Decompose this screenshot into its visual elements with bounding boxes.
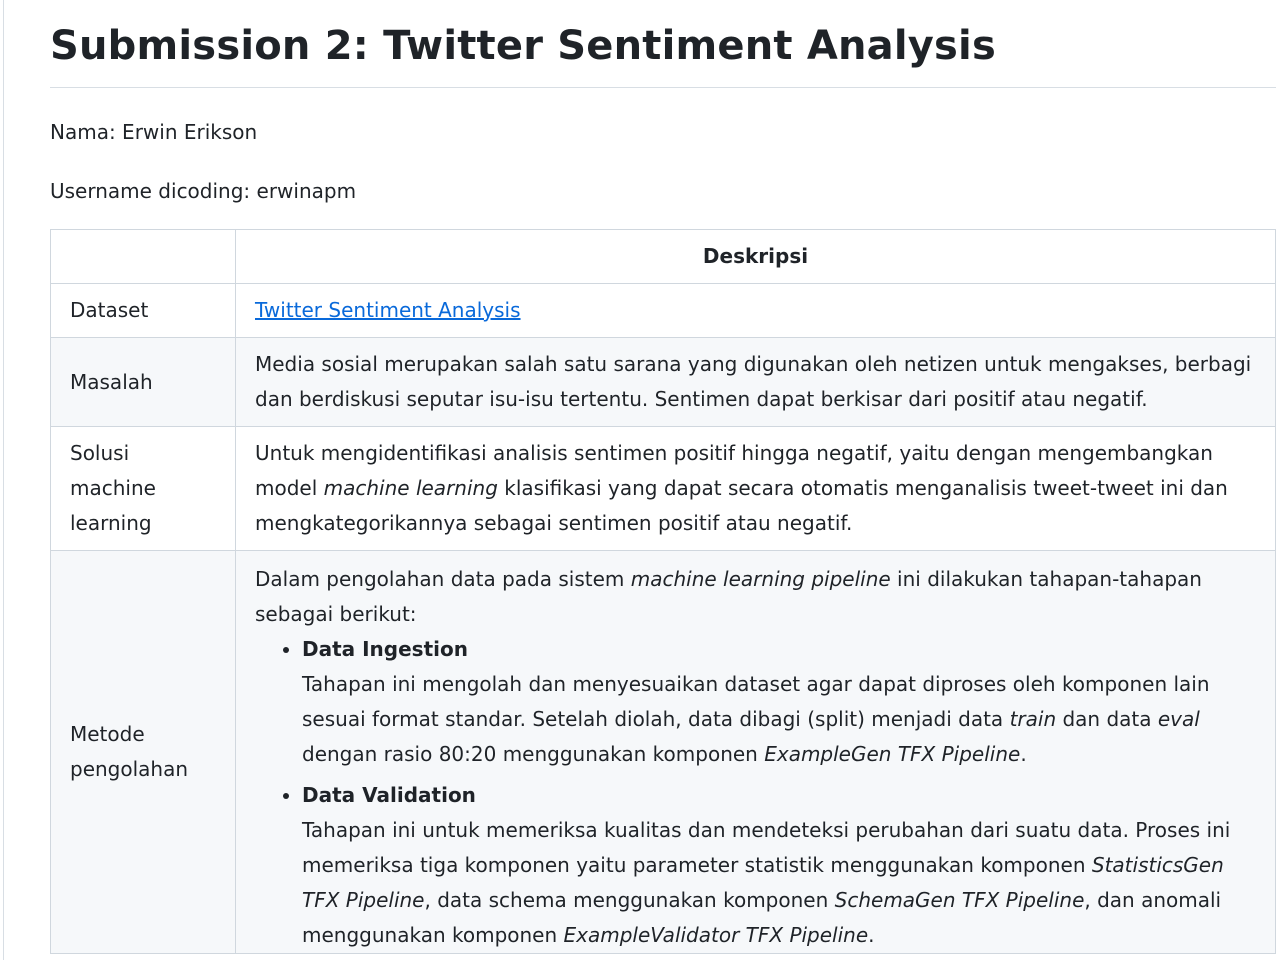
- list-item: [302, 632, 1256, 772]
- label-solusi-line3: learning: [70, 511, 152, 535]
- metode-intro-a: Dalam pengolahan data pada sistem: [255, 567, 631, 591]
- label-metode-line1: Metode: [70, 722, 145, 746]
- header-empty-cell: [51, 230, 236, 284]
- metode-intro: [255, 562, 1256, 632]
- step-em: StatisticsGen TFX Pipeline: [302, 853, 1224, 912]
- table-row-metode: [51, 551, 1276, 954]
- readme-document: [50, 0, 1276, 947]
- table-row-masalah: [51, 338, 1276, 427]
- step-text: Tahapan ini untuk memeriksa kualitas dan mendeteksi perubahan dari suatu data. Proses ini memeriksa tiga komponen yaitu parameter statistik menggunakan komponen: [302, 818, 1231, 877]
- metode-intro-b: ini dilakukan tahapan-tahapan sebagai berikut:: [255, 567, 1202, 626]
- description-table: [50, 229, 1276, 954]
- page-title: Submission 2: Twitter Sentiment Analysis: [50, 0, 1276, 88]
- left-border: [3, 0, 4, 960]
- step-text: , dan anomali menggunakan komponen: [302, 888, 1222, 947]
- metode-intro-em: machine learning pipeline: [630, 567, 891, 591]
- label-metode-line2: pengolahan: [70, 757, 189, 781]
- author-username: Username dicoding: erwinapm: [50, 179, 357, 203]
- step-text: Tahapan ini mengolah dan menyesuaikan dataset agar dapat diproses oleh komponen lain sesuai format standar. Setelah diolah, data dibagi (split) menjadi data: [302, 672, 1210, 731]
- author-name: Nama: Erwin Erikson: [50, 120, 258, 144]
- step-text: dan data: [1056, 707, 1158, 731]
- solusi-text-em: machine learning: [323, 476, 498, 500]
- value-solusi: [236, 427, 1276, 551]
- value-masalah: Media sosial merupakan salah satu sarana yang digunakan oleh netizen untuk mengakses, berbagi dan berdiskusi seputar isu-isu tertentu. Sentimen dapat berkisar dari positif atau negatif.: [236, 338, 1276, 427]
- step-title-ingestion: Data Ingestion: [302, 637, 468, 661]
- table-row-dataset: [51, 284, 1276, 338]
- step-em: ExampleGen TFX Pipeline: [764, 742, 1021, 766]
- solusi-text-b: klasifikasi yang dapat secara otomatis menganalisis tweet-tweet ini dan mengkategorikannya sebagai sentimen positif atau negatif.: [255, 476, 1228, 535]
- value-dataset: [236, 284, 1276, 338]
- header-deskripsi: Deskripsi: [236, 230, 1276, 284]
- label-metode: [51, 551, 236, 954]
- solusi-text-a: Untuk mengidentifikasi analisis sentimen positif hingga negatif, yaitu dengan mengembangkan model: [255, 441, 1213, 500]
- step-text: .: [1020, 742, 1027, 766]
- step-em: SchemaGen TFX Pipeline: [834, 888, 1085, 912]
- dataset-link[interactable]: Twitter Sentiment Analysis: [255, 298, 521, 322]
- label-dataset: Dataset: [51, 284, 236, 338]
- step-text: dengan rasio 80:20 menggunakan komponen: [302, 742, 765, 766]
- step-title-validation: Data Validation: [302, 783, 476, 807]
- step-text: , data schema menggunakan komponen: [424, 888, 835, 912]
- table-header-row: [51, 230, 1276, 284]
- step-em: ExampleValidator TFX Pipeline: [563, 923, 869, 947]
- label-solusi-line2: machine: [70, 476, 156, 500]
- steps-list: [255, 632, 1256, 953]
- label-masalah: Masalah: [51, 338, 236, 427]
- table-row-solusi: [51, 427, 1276, 551]
- step-em: eval: [1157, 707, 1200, 731]
- step-em: train: [1009, 707, 1057, 731]
- value-metode: [236, 551, 1276, 954]
- list-item: [302, 778, 1256, 953]
- step-text: .: [868, 923, 875, 947]
- label-solusi-line1: Solusi: [70, 441, 130, 465]
- label-solusi: [51, 427, 236, 551]
